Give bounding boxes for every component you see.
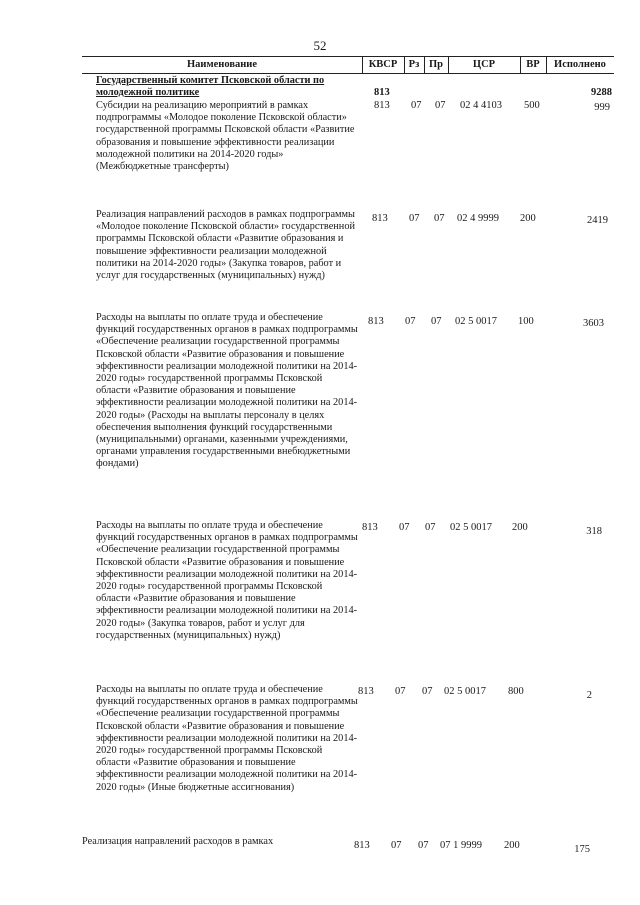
header-rz: Рз [408, 59, 420, 70]
row-csr: 02 5 0017 [444, 686, 486, 697]
row-rz: 07 [391, 840, 402, 851]
row-name: Расходы на выплаты по оплате труда и обеспечение функций государственных органов в рамках подпрограммы «Обеспечение реализации государственной программы Псковской области «Развитие образования и повышение эффективности реализации молодежной политики на 2014-2020 годы» государственной программы Псковской области «Развитие образования и повышение эффективности реализации молодежной политики на 2014-2020 годы» (Расходы на выплаты персоналу в целях обеспечения выполнения функций государственными (муниципальными) органами, казенными учреждениями, органами управления государственными внебюджетными фондами) [96, 312, 358, 470]
row-rz: 07 [409, 213, 420, 224]
row-kvsr: 813 [354, 840, 370, 851]
row-done: 2419 [587, 215, 608, 226]
row-rz: 07 [411, 100, 422, 111]
row-csr: 02 4 9999 [457, 213, 499, 224]
row-csr: 02 5 0017 [450, 522, 492, 533]
row-done: 175 [574, 844, 590, 855]
row-rz: 07 [395, 686, 406, 697]
row-rz: 07 [405, 316, 416, 327]
row-kvsr: 813 [368, 316, 384, 327]
header-csr: ЦСР [472, 59, 496, 70]
committee-name: Государственный комитет Псковской области по молодежной политике [96, 75, 325, 99]
table-row [82, 836, 614, 876]
row-name: Реализация направлений расходов в рамках подпрограммы «Молодое поколение Псковской области» государственной программы Псковской области «Развитие образования и повышение эффективности реализации молодежной политики на 2014-2020 годы» (Закупка товаров, работ и услуг для государственных (муниципальных) нужд) [96, 209, 355, 282]
row-vr: 200 [512, 522, 528, 533]
committee-kvsr: 813 [374, 87, 390, 98]
committee-done: 9288 [591, 87, 612, 98]
row-csr: 07 1 9999 [440, 840, 482, 851]
row-kvsr: 813 [362, 522, 378, 533]
row-kvsr: 813 [358, 686, 374, 697]
table-row [82, 100, 614, 209]
row-pr: 07 [418, 840, 429, 851]
row-vr: 200 [504, 840, 520, 851]
row-vr: 800 [508, 686, 524, 697]
row-rz: 07 [399, 522, 410, 533]
header-pr: Пр [428, 59, 443, 70]
row-pr: 07 [431, 316, 442, 327]
page-number: 52 [313, 38, 327, 53]
row-pr: 07 [422, 686, 433, 697]
row-kvsr: 813 [374, 100, 390, 111]
committee-row [82, 74, 614, 100]
table-row [82, 684, 614, 836]
row-name: Расходы на выплаты по оплате труда и обеспечение функций государственных органов в рамках подпрограммы «Обеспечение реализации государственной программы Псковской области «Развитие образования и повышение эффективности реализации молодежной политики на 2014-2020 годы» государственной программы Псковской области «Развитие образования и повышение эффективности реализации молодежной политики на 2014-2020 годы» (Иные бюджетные ассигнования) [96, 684, 358, 793]
row-vr: 200 [520, 213, 536, 224]
row-name: Субсидии на реализацию мероприятий в рамках подпрограммы «Молодое поколение Псковской области» государственной программы Псковской области «Развитие образования и повышение эффективности реализации молодежной политики на 2014-2020 годы» (Межбюджетные трансферты) [96, 100, 355, 173]
row-name: Расходы на выплаты по оплате труда и обеспечение функций государственных органов в рамках подпрограммы «Обеспечение реализации государственной программы Псковской области «Развитие образования и повышение эффективности реализации молодежной политики на 2014-2020 годы» государственной программы Псковской области «Развитие образования и повышение эффективности реализации молодежной политики на 2014-2020 годы» (Закупка товаров, работ и услуг для государственных (муниципальных) нужд) [96, 520, 358, 641]
header-vr: ВР [526, 59, 540, 70]
row-kvsr: 813 [372, 213, 388, 224]
row-done: 2 [586, 690, 592, 701]
row-pr: 07 [425, 522, 436, 533]
table-row [82, 520, 614, 684]
row-pr: 07 [434, 213, 445, 224]
row-csr: 02 4 4103 [460, 100, 502, 111]
row-done: 3603 [583, 318, 604, 329]
header-done: Исполнено [554, 59, 606, 70]
row-vr: 100 [518, 316, 534, 327]
row-vr: 500 [524, 100, 540, 111]
row-csr: 02 5 0017 [455, 316, 497, 327]
table-row [82, 209, 614, 312]
row-done: 999 [594, 102, 610, 113]
budget-table [82, 56, 614, 876]
table-header [82, 56, 614, 74]
header-name: Наименование [187, 59, 257, 70]
header-kvsr: КВСР [368, 59, 398, 70]
row-done: 318 [586, 526, 602, 537]
table-row [82, 312, 614, 520]
row-name: Реализация направлений расходов в рамках [82, 836, 274, 847]
row-pr: 07 [435, 100, 446, 111]
